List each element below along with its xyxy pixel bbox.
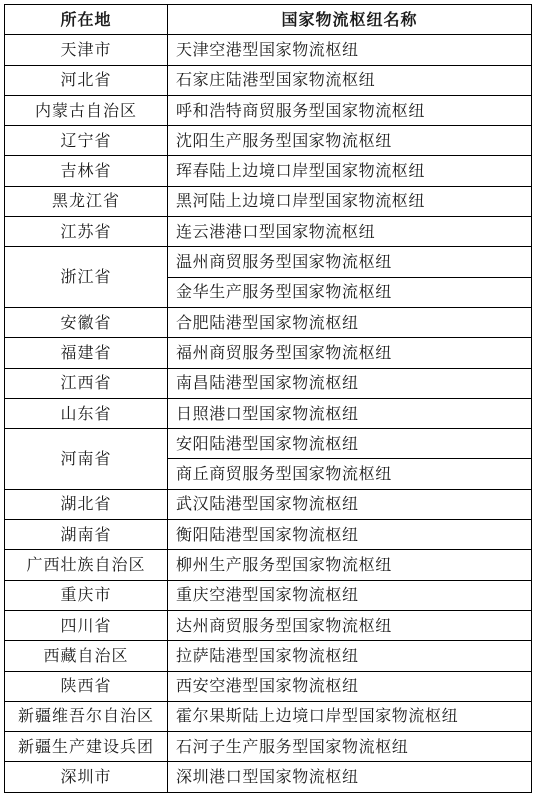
table-row xyxy=(5,368,532,398)
table-row xyxy=(5,338,532,368)
table-row xyxy=(5,156,532,186)
table-row xyxy=(5,641,532,671)
table-row xyxy=(5,520,532,550)
location-cell: 西藏自治区 xyxy=(5,641,168,671)
hub-name-cell: 南昌陆港型国家物流枢纽 xyxy=(168,368,532,398)
location-cell: 新疆维吾尔自治区 xyxy=(5,701,168,731)
hub-name-cell: 天津空港型国家物流枢纽 xyxy=(168,35,532,65)
location-cell: 黑龙江省 xyxy=(5,186,168,216)
hub-name-cell: 日照港口型国家物流枢纽 xyxy=(168,398,532,428)
hub-name-cell: 安阳陆港型国家物流枢纽 xyxy=(168,429,532,459)
hub-name-cell: 达州商贸服务型国家物流枢纽 xyxy=(168,610,532,640)
logistics-hub-table xyxy=(4,4,532,793)
hub-name-cell: 霍尔果斯陆上边境口岸型国家物流枢纽 xyxy=(168,701,532,731)
location-cell: 重庆市 xyxy=(5,580,168,610)
hub-name-cell: 黑河陆上边境口岸型国家物流枢纽 xyxy=(168,186,532,216)
location-cell: 安徽省 xyxy=(5,307,168,337)
hub-name-cell: 石河子生产服务型国家物流枢纽 xyxy=(168,732,532,762)
table-row xyxy=(5,307,532,337)
location-cell: 河北省 xyxy=(5,65,168,95)
hub-name-cell: 沈阳生产服务型国家物流枢纽 xyxy=(168,126,532,156)
hub-name-cell: 重庆空港型国家物流枢纽 xyxy=(168,580,532,610)
location-cell: 深圳市 xyxy=(5,762,168,792)
hub-name-cell: 柳州生产服务型国家物流枢纽 xyxy=(168,550,532,580)
hub-name-cell: 金华生产服务型国家物流枢纽 xyxy=(168,277,532,307)
header-location: 所在地 xyxy=(5,5,168,35)
table-row xyxy=(5,35,532,65)
location-cell: 福建省 xyxy=(5,338,168,368)
location-cell: 湖南省 xyxy=(5,520,168,550)
hub-name-cell: 衡阳陆港型国家物流枢纽 xyxy=(168,520,532,550)
table-row xyxy=(5,610,532,640)
location-cell: 江苏省 xyxy=(5,217,168,247)
hub-name-cell: 商丘商贸服务型国家物流枢纽 xyxy=(168,459,532,489)
table-row xyxy=(5,217,532,247)
table-row xyxy=(5,701,532,731)
hub-name-cell: 呼和浩特商贸服务型国家物流枢纽 xyxy=(168,95,532,125)
table-row xyxy=(5,489,532,519)
hub-name-cell: 福州商贸服务型国家物流枢纽 xyxy=(168,338,532,368)
table-row xyxy=(5,398,532,428)
location-cell: 吉林省 xyxy=(5,156,168,186)
location-cell: 辽宁省 xyxy=(5,126,168,156)
table-row xyxy=(5,126,532,156)
location-cell: 山东省 xyxy=(5,398,168,428)
table-row xyxy=(5,186,532,216)
table-row xyxy=(5,65,532,95)
hub-name-cell: 西安空港型国家物流枢纽 xyxy=(168,671,532,701)
location-cell: 新疆生产建设兵团 xyxy=(5,732,168,762)
location-cell: 河南省 xyxy=(5,429,168,490)
location-cell: 内蒙古自治区 xyxy=(5,95,168,125)
location-cell: 江西省 xyxy=(5,368,168,398)
hub-name-cell: 温州商贸服务型国家物流枢纽 xyxy=(168,247,532,277)
table-row xyxy=(5,95,532,125)
header-hub-name: 国家物流枢纽名称 xyxy=(168,5,532,35)
location-cell: 浙江省 xyxy=(5,247,168,308)
location-cell: 天津市 xyxy=(5,35,168,65)
hub-table-container xyxy=(4,4,532,793)
location-cell: 湖北省 xyxy=(5,489,168,519)
header-row xyxy=(5,5,532,35)
table-row xyxy=(5,429,532,459)
hub-name-cell: 连云港港口型国家物流枢纽 xyxy=(168,217,532,247)
table-row xyxy=(5,550,532,580)
location-cell: 四川省 xyxy=(5,610,168,640)
hub-name-cell: 石家庄陆港型国家物流枢纽 xyxy=(168,65,532,95)
hub-name-cell: 拉萨陆港型国家物流枢纽 xyxy=(168,641,532,671)
hub-name-cell: 深圳港口型国家物流枢纽 xyxy=(168,762,532,792)
location-cell: 陕西省 xyxy=(5,671,168,701)
table-row xyxy=(5,671,532,701)
location-cell: 广西壮族自治区 xyxy=(5,550,168,580)
hub-name-cell: 武汉陆港型国家物流枢纽 xyxy=(168,489,532,519)
table-body xyxy=(5,35,532,792)
table-row xyxy=(5,580,532,610)
table-row xyxy=(5,762,532,792)
hub-name-cell: 合肥陆港型国家物流枢纽 xyxy=(168,307,532,337)
hub-name-cell: 珲春陆上边境口岸型国家物流枢纽 xyxy=(168,156,532,186)
table-row xyxy=(5,247,532,277)
table-row xyxy=(5,732,532,762)
